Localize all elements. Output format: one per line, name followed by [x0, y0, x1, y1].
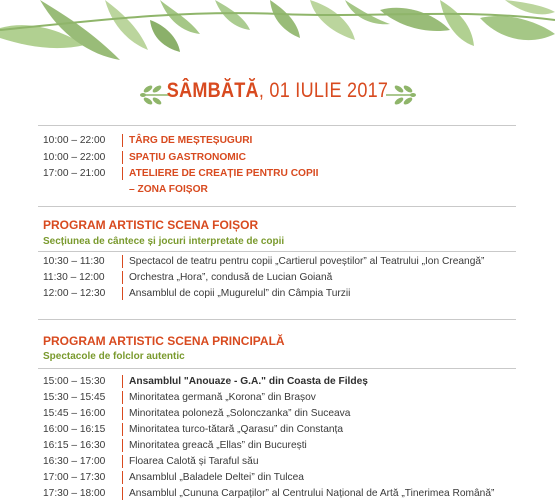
principala-row [43, 485, 523, 500]
leaf-garland-decoration [0, 0, 555, 70]
section-title-principala: PROGRAM ARTISTIC SCENA PRINCIPALĂ [43, 334, 285, 348]
day-date: , 01 IULIE 2017 [258, 79, 389, 102]
foisor-row [43, 285, 523, 302]
time-separator [122, 439, 123, 452]
time-separator [122, 407, 123, 420]
row-activity: – ZONA FOIȘOR [129, 184, 208, 195]
row-time: 10:00 – 22:00 [43, 135, 106, 146]
principala-row [43, 437, 523, 454]
time-separator [122, 255, 123, 268]
general-row [43, 149, 523, 166]
row-activity: Minoritatea greacă „Ellas” din București [129, 440, 307, 451]
row-time: 15:45 – 16:00 [43, 408, 106, 419]
row-time: 16:30 – 17:00 [43, 456, 106, 467]
time-separator [122, 271, 123, 284]
section-subtitle-principala: Spectacole de folclor autentic [43, 351, 185, 362]
time-separator [122, 391, 123, 404]
general-row [43, 181, 523, 198]
row-time: 17:00 – 21:00 [43, 168, 106, 179]
time-separator [122, 167, 123, 180]
time-separator [122, 134, 123, 147]
row-activity: Orchestra „Hora”, condusă de Lucian Goiană [129, 272, 333, 283]
section-subtitle-foisor: Secțiunea de cântece și jocuri interpretate de copii [43, 236, 285, 247]
foisor-row [43, 253, 523, 270]
right-sprig-icon [382, 80, 416, 110]
time-separator [122, 455, 123, 468]
divider [38, 125, 516, 126]
row-activity: Minoritatea turco-tătară „Qarasu” din Constanța [129, 424, 344, 435]
principala-row [43, 405, 523, 422]
principala-row [43, 421, 523, 438]
time-separator [122, 375, 123, 388]
row-activity: Minoritatea germană „Korona” din Brașov [129, 392, 316, 403]
principala-row [43, 469, 523, 486]
foisor-row [43, 269, 523, 286]
row-time: 15:30 – 15:45 [43, 392, 106, 403]
principala-row [43, 453, 523, 470]
principala-row [43, 389, 523, 406]
row-activity: ATELIERE DE CREAȚIE PENTRU COPII [129, 168, 319, 179]
day-name: SÂMBĂTĂ [166, 79, 259, 102]
row-activity: Floarea Calotă și Taraful său [129, 456, 259, 467]
divider [38, 251, 516, 252]
row-time: 16:00 – 16:15 [43, 424, 106, 435]
divider [38, 206, 516, 207]
divider [38, 368, 516, 369]
time-separator [122, 287, 123, 300]
time-separator [122, 151, 123, 164]
row-time: 17:00 – 17:30 [43, 472, 106, 483]
row-activity: Spectacol de teatru pentru copii „Cartierul poveștilor” al Teatrului „Ion Creangă” [129, 256, 485, 267]
time-separator [122, 423, 123, 436]
general-row [43, 132, 523, 149]
row-time: 17:30 – 18:00 [43, 488, 106, 499]
divider [38, 319, 516, 320]
row-time: 16:15 – 16:30 [43, 440, 106, 451]
row-time: 12:00 – 12:30 [43, 288, 106, 299]
section-title-foisor: PROGRAM ARTISTIC SCENA FOIȘOR [43, 218, 259, 232]
time-separator [122, 471, 123, 484]
day-title [39, 76, 516, 106]
day-header [0, 76, 555, 114]
row-activity: Ansamblul „Cununa Carpaților” al Centrului Național de Artă „Tinerimea Română” [129, 488, 495, 499]
row-time: 15:00 – 15:30 [43, 376, 106, 387]
row-activity: TÂRG DE MEȘTEȘUGURI [129, 135, 253, 146]
row-activity: Minoritatea poloneză „Solonczanka” din Suceava [129, 408, 351, 419]
row-time: 10:30 – 11:30 [43, 256, 105, 267]
row-time: 10:00 – 22:00 [43, 152, 106, 163]
row-activity: Ansamblul „Baladele Deltei” din Tulcea [129, 472, 304, 483]
principala-row [43, 373, 523, 390]
time-separator [122, 487, 123, 500]
row-time: 11:30 – 12:00 [43, 272, 105, 283]
row-activity: SPAȚIU GASTRONOMIC [129, 152, 246, 163]
row-activity: Ansamblul "Anouaze - G.A." din Coasta de Fildeș [129, 376, 368, 387]
general-row [43, 165, 523, 182]
row-activity: Ansamblul de copii „Mugurelul” din Câmpia Turzii [129, 288, 351, 299]
